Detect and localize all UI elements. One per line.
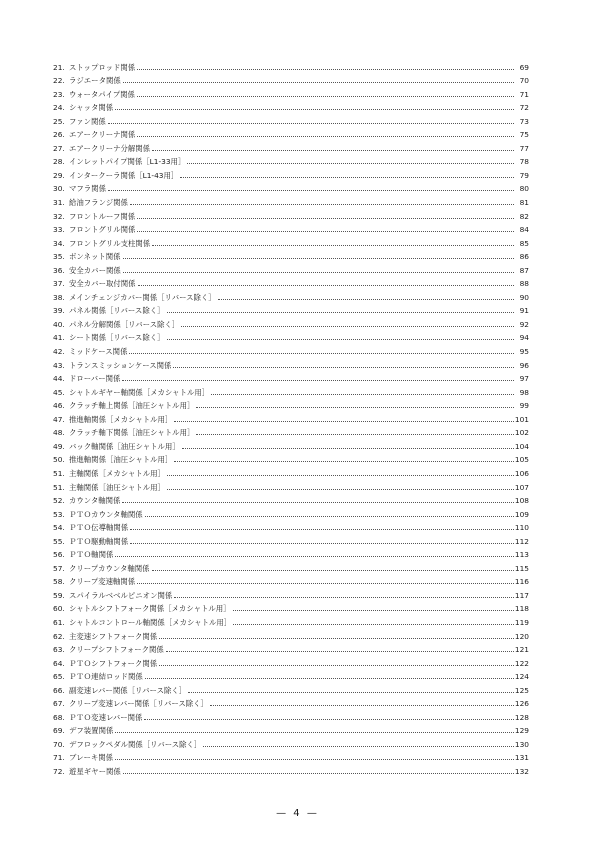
- toc-entry[interactable]: [53, 546, 529, 560]
- toc-entry[interactable]: [53, 356, 529, 370]
- entry-title: 主変速シフトフォーク関係: [69, 631, 158, 641]
- entry-number: 44.: [53, 374, 65, 384]
- entry-page: 86: [519, 252, 529, 262]
- toc-entry[interactable]: [53, 559, 529, 573]
- entry-title: 安全カバー取付関係: [69, 279, 136, 289]
- entry-number: 48.: [53, 428, 65, 438]
- entry-title: パネル分解関係［リバース除く］: [69, 319, 180, 329]
- toc-entry[interactable]: [53, 383, 529, 397]
- entry-title: ドローバー関係: [69, 374, 121, 384]
- entry-page: 82: [519, 211, 529, 221]
- entry-title: シャトルシフトフォーク関係［メカシャトル用］: [69, 604, 231, 614]
- toc-entry[interactable]: [53, 261, 529, 275]
- dot-leader: [130, 542, 514, 544]
- entry-page: 91: [519, 306, 529, 316]
- toc-entry[interactable]: [53, 735, 529, 749]
- entry-number: 40.: [53, 319, 65, 329]
- toc-entry[interactable]: [53, 139, 529, 153]
- dot-leader: [196, 433, 514, 435]
- entry-number: 31.: [53, 198, 65, 208]
- entry-page: 72: [519, 103, 529, 113]
- entry-page: 122: [514, 658, 529, 668]
- toc-entry[interactable]: [53, 464, 529, 478]
- entry-title: ＰＴＯ変速レバー関係: [69, 712, 143, 722]
- entry-page: 88: [519, 279, 529, 289]
- entry-number: 71.: [53, 753, 65, 763]
- entry-number: 37.: [53, 279, 65, 289]
- entry-title: ラジエータ関係: [69, 76, 121, 86]
- entry-page: 104: [514, 441, 529, 451]
- entry-title: スパイラルベベルピニオン関係: [69, 590, 173, 600]
- entry-title: 遊星ギヤー関係: [69, 766, 121, 776]
- toc-entry[interactable]: [53, 85, 529, 99]
- entry-number: 47.: [53, 414, 65, 424]
- entry-page: 95: [519, 347, 529, 357]
- dot-leader: [144, 718, 514, 720]
- entry-title: デフ装置関係: [69, 726, 114, 736]
- entry-title: シート関係［リバース除く］: [69, 333, 165, 343]
- entry-page: 90: [519, 292, 529, 302]
- toc-entry[interactable]: [53, 451, 529, 465]
- dot-leader: [129, 352, 514, 354]
- entry-number: 68.: [53, 712, 65, 722]
- toc-entry[interactable]: [53, 519, 529, 533]
- dot-leader: [203, 745, 514, 747]
- entry-number: 61.: [53, 617, 65, 627]
- entry-page: 108: [514, 496, 529, 506]
- entry-page: 129: [514, 726, 529, 736]
- toc-entry[interactable]: [53, 478, 529, 492]
- toc-entry[interactable]: [53, 681, 529, 695]
- entry-page: 124: [514, 672, 529, 682]
- entry-number: 23.: [53, 89, 65, 99]
- entry-number: 63.: [53, 645, 65, 655]
- entry-title: ＰＴＯシフトフォーク関係: [69, 658, 158, 668]
- entry-number: 39.: [53, 306, 65, 316]
- toc-entry[interactable]: [53, 492, 529, 506]
- entry-title: バック軸関係［油圧シャトル用］: [69, 441, 180, 451]
- entry-page: 110: [514, 523, 529, 533]
- dot-leader: [180, 176, 514, 178]
- entry-page: 98: [519, 387, 529, 397]
- entry-number: 51.: [53, 482, 65, 492]
- entry-page: 77: [519, 143, 529, 153]
- dot-leader: [115, 758, 514, 760]
- entry-title: 主軸関係［メカシャトル用］: [69, 468, 165, 478]
- toc-entry[interactable]: [53, 370, 529, 384]
- entry-number: 51.: [53, 468, 65, 478]
- entry-number: 57.: [53, 563, 65, 573]
- entry-page: 115: [514, 563, 529, 573]
- entry-page: 106: [514, 468, 529, 478]
- entry-number: 29.: [53, 170, 65, 180]
- toc-entry[interactable]: [53, 166, 529, 180]
- dot-leader: [159, 664, 514, 666]
- dot-leader: [233, 609, 514, 611]
- entry-number: 30.: [53, 184, 65, 194]
- toc-entry[interactable]: [53, 153, 529, 167]
- dot-leader: [181, 325, 514, 327]
- dot-leader: [173, 366, 514, 368]
- entry-title: トランスミッションケース関係: [69, 360, 172, 370]
- entry-page: 84: [519, 225, 529, 235]
- entry-title: 安全カバー関係: [69, 265, 121, 275]
- entry-number: 32.: [53, 211, 65, 221]
- toc-entry[interactable]: [53, 397, 529, 411]
- entry-page: 97: [519, 374, 529, 384]
- dot-leader: [123, 772, 514, 774]
- dot-leader: [174, 420, 514, 422]
- entry-number: 42.: [53, 347, 65, 357]
- entry-title: フロントルーフ関係: [69, 211, 136, 221]
- toc-entry[interactable]: [53, 72, 529, 86]
- entry-page: 102: [514, 428, 529, 438]
- entry-number: 41.: [53, 333, 65, 343]
- dot-leader: [218, 298, 514, 300]
- entry-title: ストップロッド関係: [69, 62, 136, 72]
- entry-page: 125: [514, 685, 529, 695]
- toc-entry[interactable]: [53, 600, 529, 614]
- dot-leader: [167, 311, 515, 313]
- toc-entry[interactable]: [53, 58, 529, 72]
- entry-number: 65.: [53, 672, 65, 682]
- dot-leader: [233, 623, 514, 625]
- toc-entry[interactable]: [53, 234, 529, 248]
- entry-title: ミッドケース関係: [69, 347, 128, 357]
- toc-entry[interactable]: [53, 410, 529, 424]
- entry-page: 69: [519, 62, 529, 72]
- entry-title: ウォータパイプ関係: [69, 89, 135, 99]
- entry-page: 113: [514, 550, 529, 560]
- entry-title: 主軸関係［油圧シャトル用］: [69, 482, 165, 492]
- entry-page: 112: [514, 536, 529, 546]
- entry-title: ＰＴＯカウンタ軸関係: [69, 509, 143, 519]
- toc-entry[interactable]: [53, 207, 529, 221]
- entry-number: 62.: [53, 631, 65, 641]
- entry-title: シャトルコントロール軸関係［メカシャトル用］: [69, 617, 232, 627]
- toc-entry[interactable]: [53, 342, 529, 356]
- entry-title: エアークリーナ関係: [69, 130, 136, 140]
- entry-title: シャッタ関係: [69, 103, 114, 113]
- entry-title: クリープシフトフォーク関係: [69, 645, 164, 655]
- entry-number: 69.: [53, 726, 65, 736]
- dot-leader: [145, 677, 514, 679]
- dot-leader: [167, 474, 514, 476]
- entry-page: 81: [519, 198, 529, 208]
- entry-number: 60.: [53, 604, 65, 614]
- entry-title: インタークーラ関係［L1-43用］: [69, 170, 179, 180]
- dot-leader: [152, 149, 514, 151]
- entry-title: フロントグリル関係: [69, 225, 136, 235]
- entry-page: 87: [519, 265, 529, 275]
- toc-entry[interactable]: [53, 505, 529, 519]
- entry-page: 121: [514, 645, 529, 655]
- toc-entry[interactable]: [53, 329, 529, 343]
- entry-number: 34.: [53, 238, 65, 248]
- toc-entry[interactable]: [53, 641, 529, 655]
- entry-number: 59.: [53, 590, 65, 600]
- dot-leader: [152, 569, 514, 571]
- entry-title: マフラ関係: [69, 184, 106, 194]
- entry-number: 54.: [53, 523, 65, 533]
- dot-leader: [182, 447, 514, 449]
- entry-number: 67.: [53, 699, 65, 709]
- entry-page: 120: [514, 631, 529, 641]
- toc-entry[interactable]: [53, 532, 529, 546]
- dot-leader: [159, 637, 514, 639]
- dot-leader: [167, 338, 515, 340]
- entry-title: ブレーキ関係: [69, 753, 114, 763]
- entry-number: 45.: [53, 387, 65, 397]
- entry-page: 109: [514, 509, 529, 519]
- entry-title: ＰＴＯ連結ロッド関係: [69, 672, 143, 682]
- entry-title: 給油フランジ関係: [69, 198, 128, 208]
- entry-number: 49.: [53, 441, 65, 451]
- dot-leader: [130, 528, 514, 530]
- dot-leader: [137, 135, 514, 137]
- toc-entry[interactable]: [53, 722, 529, 736]
- entry-title: クリープ変速レバー関係［リバース除く］: [69, 699, 208, 709]
- dot-leader: [115, 108, 514, 110]
- entry-page: 94: [519, 333, 529, 343]
- entry-page: 80: [519, 184, 529, 194]
- entry-title: 副変速レバー関係［リバース除く］: [69, 685, 187, 695]
- dot-leader: [115, 731, 514, 733]
- dot-leader: [123, 271, 514, 273]
- entry-page: 79: [519, 170, 529, 180]
- toc-entry[interactable]: [53, 586, 529, 600]
- entry-page: 73: [519, 116, 529, 126]
- entry-number: 22.: [53, 76, 65, 86]
- entry-page: 132: [514, 766, 529, 776]
- entry-title: メインチェンジカバー関係［リバース除く］: [69, 292, 216, 302]
- entry-page: 105: [514, 455, 529, 465]
- dot-leader: [145, 515, 514, 517]
- entry-page: 99: [519, 401, 529, 411]
- entry-number: 72.: [53, 766, 65, 776]
- entry-number: 70.: [53, 739, 65, 749]
- toc-entry[interactable]: [53, 749, 529, 763]
- dot-leader: [210, 704, 514, 706]
- entry-title: 推進軸関係［油圧シャトル用］: [69, 455, 173, 465]
- dot-leader: [152, 244, 514, 246]
- toc-entry[interactable]: [53, 627, 529, 641]
- toc-entry[interactable]: [53, 315, 529, 329]
- page-number: — 4 —: [276, 808, 319, 819]
- entry-title: ＰＴＯ駆動軸関係: [69, 536, 129, 546]
- entry-number: 27.: [53, 143, 65, 153]
- entry-title: クリープ変速軸関係: [69, 577, 136, 587]
- entry-number: 28.: [53, 157, 65, 167]
- toc-entry[interactable]: [53, 221, 529, 235]
- dot-leader: [122, 379, 514, 381]
- dot-leader: [174, 596, 514, 598]
- entry-title: ＰＴＯ軸関係: [69, 550, 114, 560]
- entry-title: インレットパイプ関係［L1-33用］: [69, 157, 186, 167]
- entry-page: 92: [519, 319, 529, 329]
- entry-page: 78: [519, 157, 529, 167]
- dot-leader: [167, 488, 514, 490]
- entry-number: 53.: [53, 509, 65, 519]
- toc-entry[interactable]: [53, 302, 529, 316]
- dot-leader: [137, 230, 514, 232]
- entry-page: 116: [514, 577, 529, 587]
- toc-entry[interactable]: [53, 248, 529, 262]
- toc-entry[interactable]: [53, 275, 529, 289]
- dot-leader: [123, 257, 514, 259]
- dot-leader: [187, 162, 514, 164]
- dot-leader: [130, 203, 514, 205]
- entry-number: 38.: [53, 292, 65, 302]
- entry-page: 118: [514, 604, 529, 614]
- entry-title: エアークリーナ分解関係: [69, 143, 151, 153]
- dot-leader: [108, 189, 514, 191]
- entry-title: 推進軸関係［メカシャトル用］: [69, 414, 173, 424]
- toc-entry[interactable]: [53, 708, 529, 722]
- entry-page: 107: [514, 482, 529, 492]
- entry-number: 56.: [53, 550, 65, 560]
- entry-number: 24.: [53, 103, 65, 113]
- dot-leader: [196, 406, 514, 408]
- dot-leader: [122, 501, 513, 503]
- dot-leader: [138, 284, 514, 286]
- entry-page: 71: [519, 89, 529, 99]
- toc-entry[interactable]: [53, 762, 529, 776]
- entry-number: 21.: [53, 62, 65, 72]
- dot-leader: [115, 555, 514, 557]
- entry-page: 131: [514, 753, 529, 763]
- dot-leader: [137, 95, 514, 97]
- entry-number: 26.: [53, 130, 65, 140]
- entry-title: シャトルギヤー軸関係［メカシャトル用］: [69, 387, 210, 397]
- entry-title: パネル関係［リバース除く］: [69, 306, 165, 316]
- dot-leader: [108, 122, 514, 124]
- toc-entry[interactable]: [53, 126, 529, 140]
- toc-entry[interactable]: [53, 437, 529, 451]
- toc-entry[interactable]: [53, 99, 529, 113]
- dot-leader: [211, 393, 514, 395]
- entry-page: 85: [519, 238, 529, 248]
- entry-title: ボンネット関係: [69, 252, 121, 262]
- dot-leader: [137, 68, 514, 70]
- dot-leader: [166, 650, 514, 652]
- toc-entry[interactable]: [53, 573, 529, 587]
- entry-title: クリープカウンタ軸関係: [69, 563, 150, 573]
- entry-page: 126: [514, 699, 529, 709]
- dot-leader: [137, 217, 514, 219]
- entry-number: 33.: [53, 225, 65, 235]
- entry-number: 43.: [53, 360, 65, 370]
- entry-title: クラッチ軸下関係［油圧シャトル用］: [69, 428, 195, 438]
- entry-page: 101: [514, 414, 529, 424]
- entry-number: 58.: [53, 577, 65, 587]
- entry-number: 36.: [53, 265, 65, 275]
- entry-page: 96: [519, 360, 529, 370]
- dot-leader: [137, 582, 514, 584]
- entry-title: カウンタ軸関係: [69, 496, 121, 506]
- entry-page: 128: [514, 712, 529, 722]
- entry-number: 50.: [53, 455, 65, 465]
- table-of-contents: [53, 58, 529, 776]
- entry-title: デフロックペダル関係［リバース除く］: [69, 739, 202, 749]
- dot-leader: [174, 460, 514, 462]
- toc-entry[interactable]: [53, 424, 529, 438]
- toc-entry[interactable]: [53, 654, 529, 668]
- entry-page: 117: [514, 590, 529, 600]
- entry-title: ファン関係: [69, 116, 106, 126]
- entry-title: ＰＴＯ伝導軸関係: [69, 523, 129, 533]
- toc-entry[interactable]: [53, 288, 529, 302]
- entry-number: 52.: [53, 496, 65, 506]
- dot-leader: [123, 81, 514, 83]
- entry-title: クラッチ軸上関係［油圧シャトル用］: [69, 401, 195, 411]
- entry-page: 130: [514, 739, 529, 749]
- toc-entry[interactable]: [53, 180, 529, 194]
- toc-entry[interactable]: [53, 668, 529, 682]
- entry-number: 25.: [53, 116, 65, 126]
- dot-leader: [188, 691, 514, 693]
- entry-number: 66.: [53, 685, 65, 695]
- entry-number: 46.: [53, 401, 65, 411]
- toc-entry[interactable]: [53, 695, 529, 709]
- entry-number: 64.: [53, 658, 65, 668]
- toc-entry[interactable]: [53, 613, 529, 627]
- entry-page: 70: [519, 76, 529, 86]
- entry-number: 35.: [53, 252, 65, 262]
- toc-entry[interactable]: [53, 193, 529, 207]
- entry-page: 75: [519, 130, 529, 140]
- entry-number: 55.: [53, 536, 65, 546]
- toc-entry[interactable]: [53, 112, 529, 126]
- entry-page: 119: [514, 617, 529, 627]
- entry-title: フロントグリル支柱関係: [69, 238, 151, 248]
